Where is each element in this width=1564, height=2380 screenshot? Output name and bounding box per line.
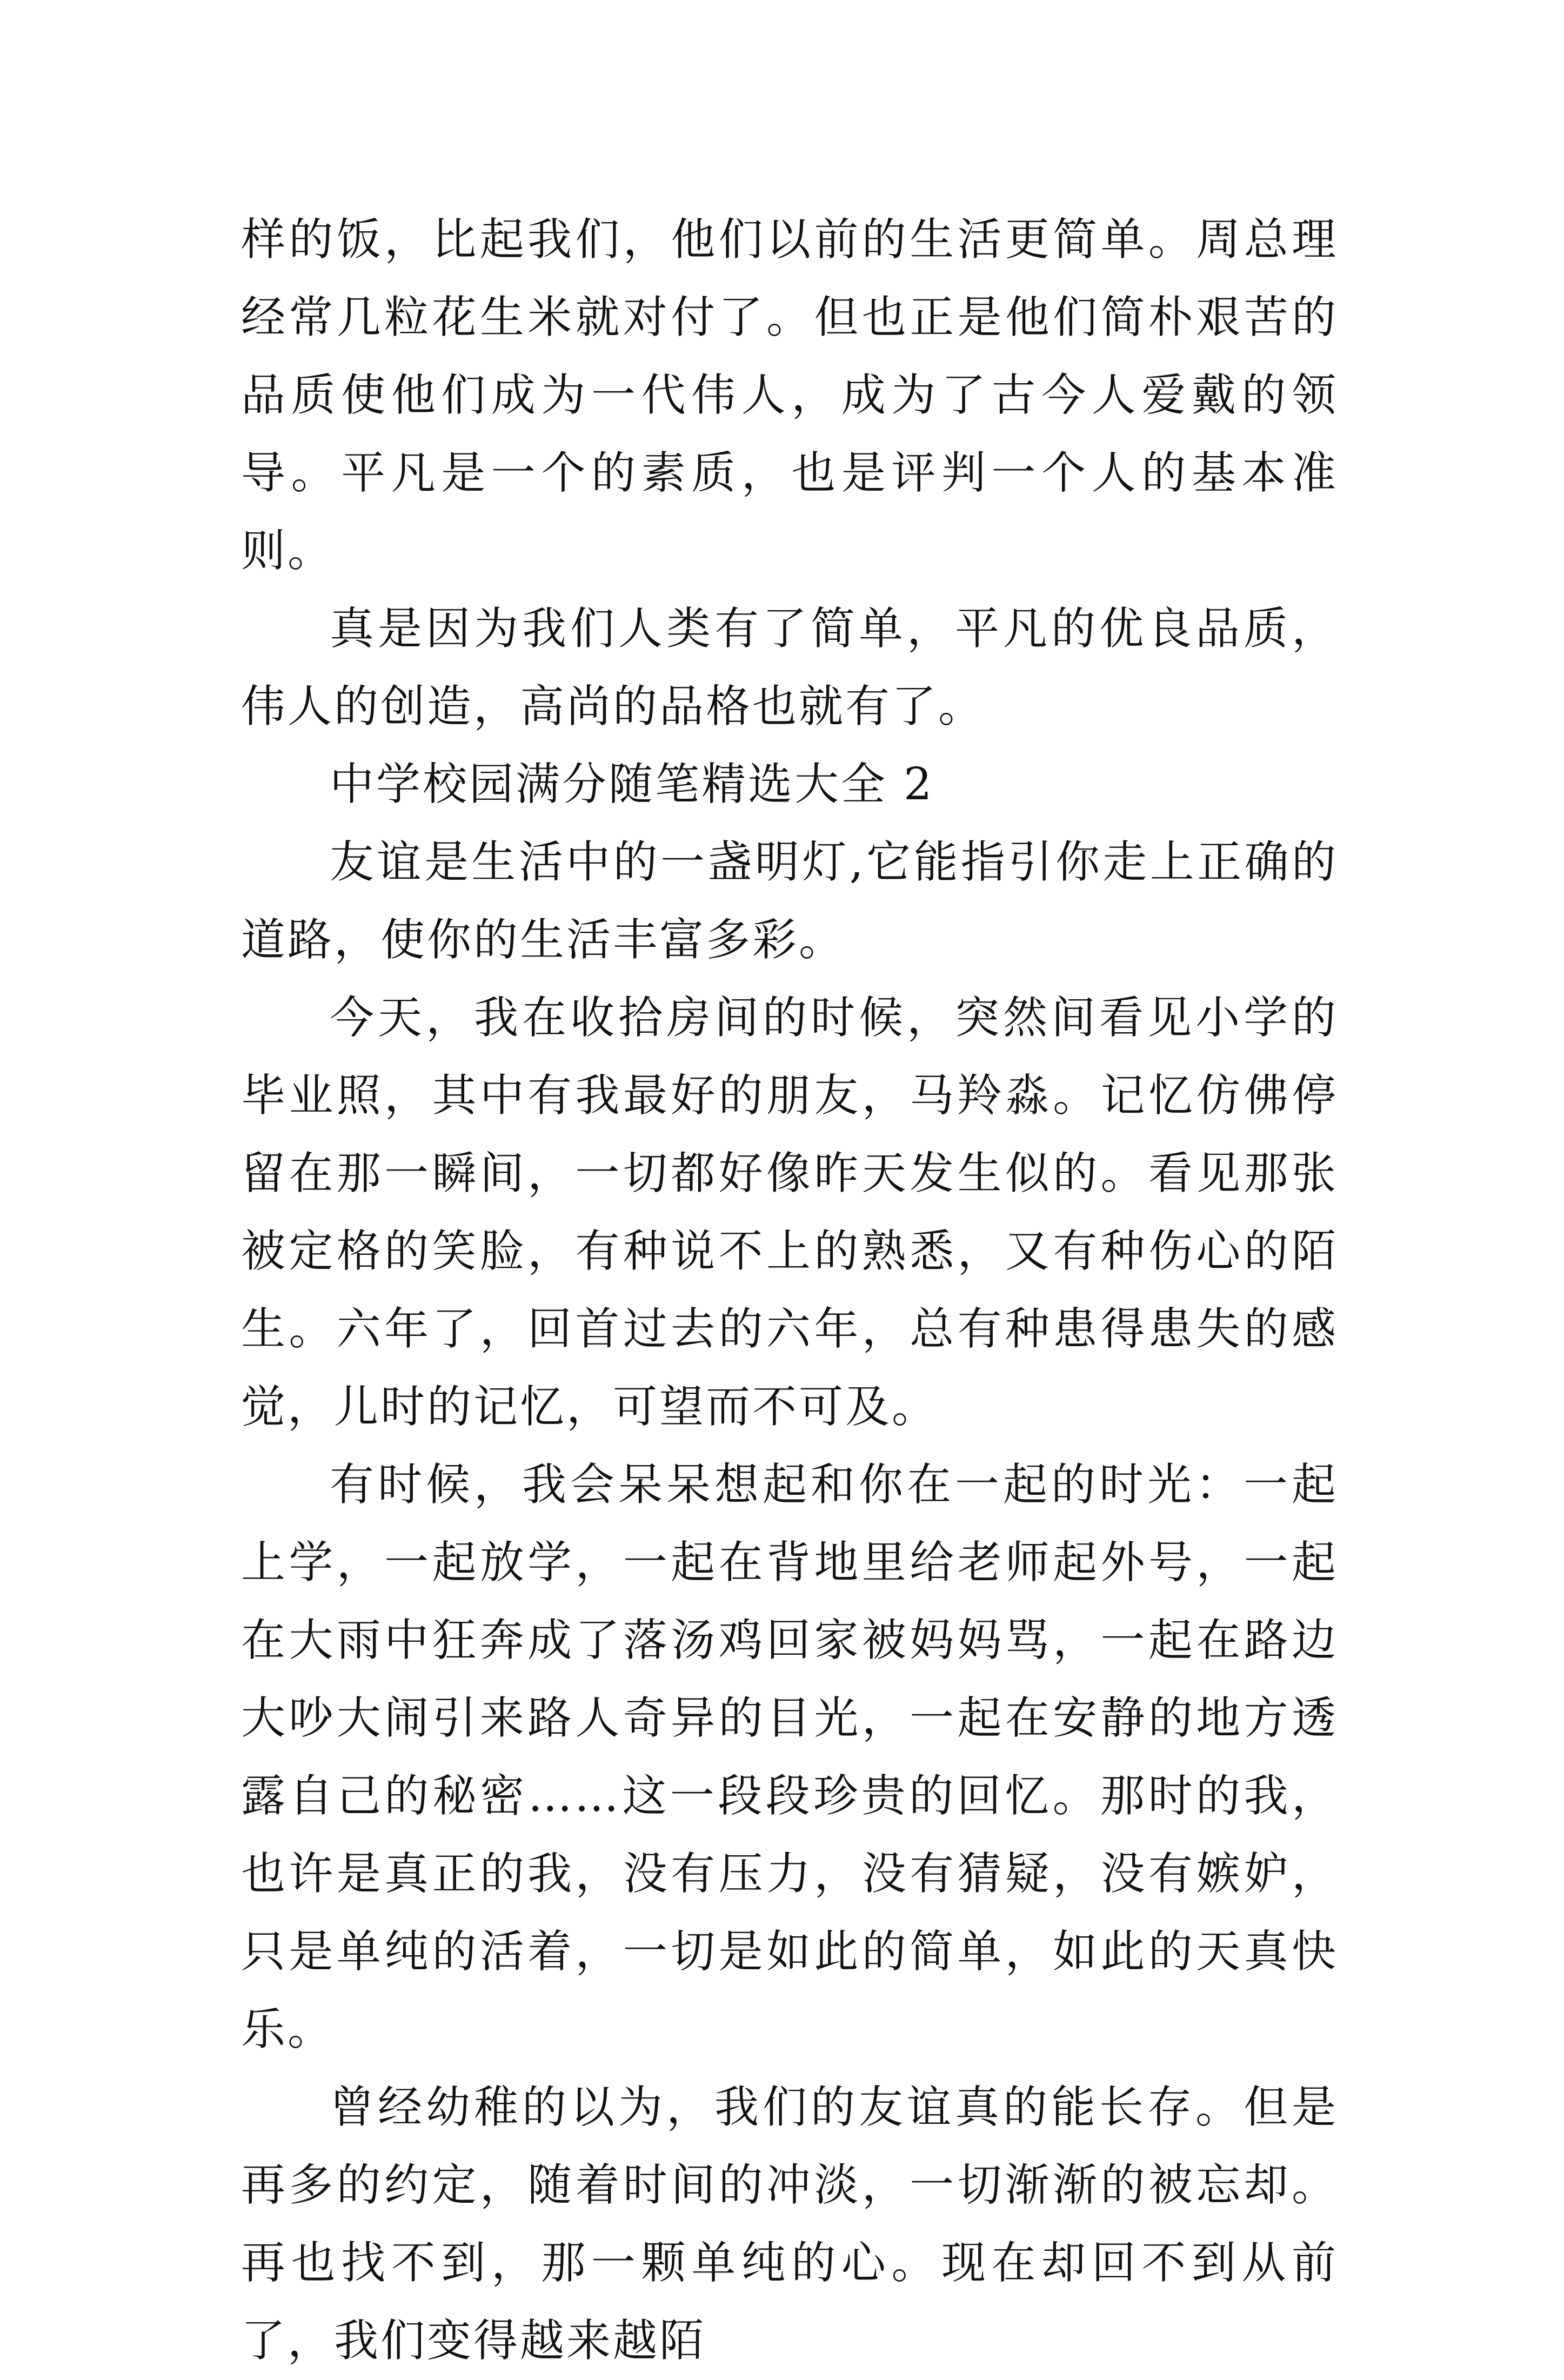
paragraph: 真是因为我们人类有了简单，平凡的优良品质，伟人的创造，高尚的品格也就有了。 bbox=[241, 603, 1338, 732]
paragraph: 曾经幼稚的以为，我们的友谊真的能长存。但是再多的约定，随着时间的冲淡，一切渐渐的被忘却。再也找不到，那一颗单纯的心。现在却回不到从前了，我们变得越来越陌 bbox=[241, 2082, 1338, 2366]
paragraph: 有时候，我会呆呆想起和你在一起的时光：一起上学，一起放学，一起在背地里给老师起外号，一起在大雨中狂奔成了落汤鸡回家被妈妈骂，一起在路边大吵大闹引来路人奇异的目光，一起在安静的地方透露自己的秘密……这一段段珍贵的回忆。那时的我，也许是真正的我，没有压力，没有猜疑，没有嫉妒，只是单纯的活着，一切是如此的简单，如此的天真快乐。 bbox=[241, 1459, 1338, 2055]
paragraph: 今天，我在收拾房间的时候，突然间看见小学的毕业照，其中有我最好的朋友，马羚淼。记忆仿佛停留在那一瞬间，一切都好像昨天发生似的。看见那张被定格的笑脸，有种说不上的熟悉，又有种伤心的陌生。六年了，回首过去的六年，总有种患得患失的感觉，儿时的记忆，可望而不可及。 bbox=[241, 992, 1338, 1433]
paragraph-continuation: 样的饭，比起我们，他们以前的生活更简单。周总理经常几粒花生米就对付了。但也正是他们简朴艰苦的品质使他们成为一代伟人，成为了古今人爱戴的领导。平凡是一个的素质，也是评判一个人的基本准则。 bbox=[241, 214, 1338, 577]
document-body bbox=[241, 201, 1338, 2380]
section-heading: 中学校园满分随笔精选大全 2 bbox=[330, 759, 934, 810]
paragraph: 友谊是生活中的一盏明灯,它能指引你走上正确的道路，使你的生活丰富多彩。 bbox=[241, 837, 1338, 966]
